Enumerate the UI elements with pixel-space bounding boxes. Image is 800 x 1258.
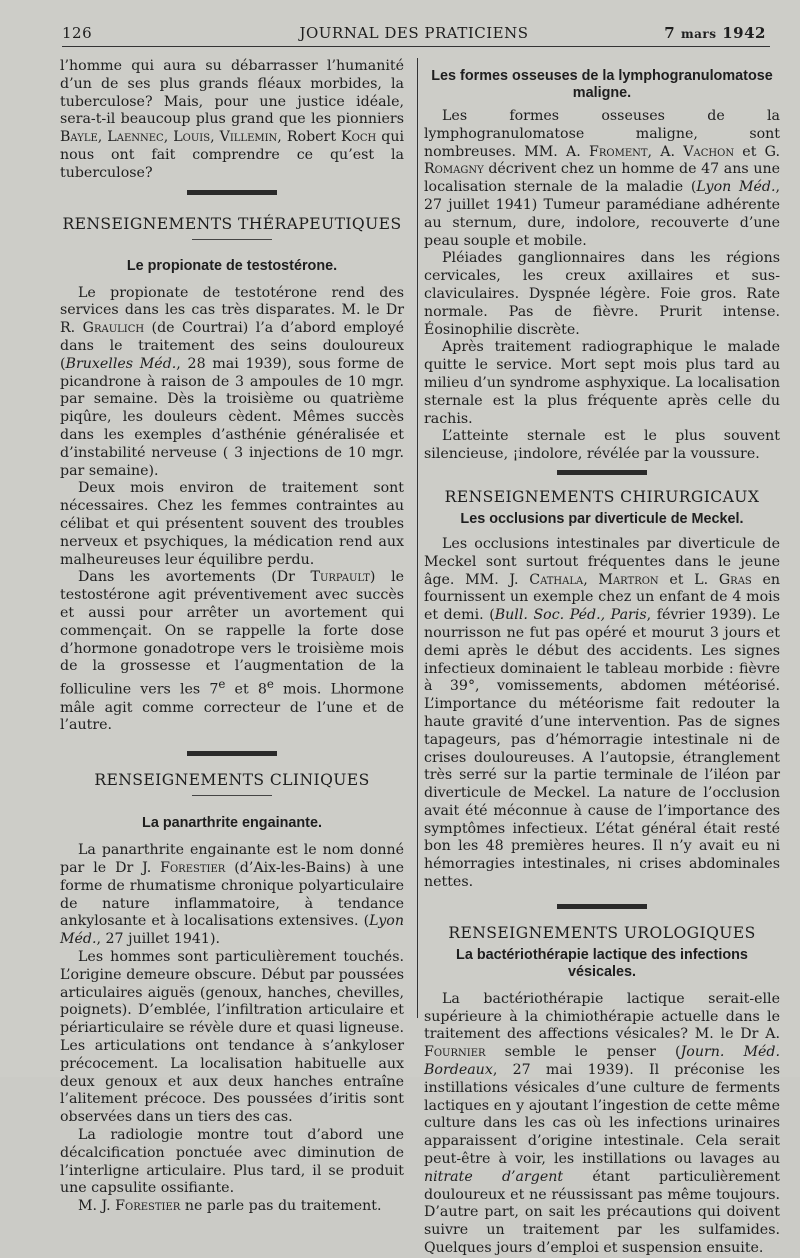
heading-rule xyxy=(192,239,272,240)
article-paragraph: Le propionate de testotérone rend des services dans les cas très disparates. M. le Dr R. Graulich (de Courtrai) l’a d’abord employé dans le traitement des seins douloureux (Bruxelles Méd., 28 mai 1939), sous forme de picandrone à raison de 3 ampoules de 10 mgr. par semaine. Dès la troisième ou quatrième piqûre, les douleurs cèdent. Mêmes succès dans les exemples d’asthénie généralisée et d’instabilité nerveuse ( 3 injections de 10 mgr. par semaine). xyxy=(60,284,405,479)
article-paragraph: M. J. Forestier ne parle pas du traitement. xyxy=(78,1198,382,1215)
article-paragraph: Deux mois environ de traitement sont nécessaires. Chez les femmes contraintes au célibat et qui présentent souvent des troubles nerveux et psychiques, la médication rend aux malheureuses leur équilibre perdu. xyxy=(60,480,404,568)
article-paragraph: La panarthrite engainante est le nom donné par le Dr J. Forestier (d’Aix-les-Bains) à une forme de rhumatisme chronique polyarticulaire de nature inflammatoire, à tendance ankylosante et à localisations extensives. (Lyon Méd., 27 juillet 1941). xyxy=(60,842,404,948)
left-column xyxy=(60,58,404,1216)
column-divider xyxy=(417,58,418,1018)
section-heading-therapeutiques: RENSEIGNEMENTS THÉRAPEUTIQUES xyxy=(62,214,402,233)
section-heading-urologiques: RENSEIGNEMENTS UROLOGIQUES xyxy=(448,923,756,942)
section-rule xyxy=(187,190,277,195)
intro-paragraph: l’homme qui aura su débarrasser l’humanité d’un de ses plus grands fléaux morbides, la tuberculose? Mais, pour une justice idéale, sera-t-il beaucoup plus grand que les pionniers Bayle, Laennec, Louis, Villemin, Robert Koch qui nous ont fait comprendre ce qu’est la tuberculose? xyxy=(60,58,404,181)
article-title-testosterone: Le propionate de testostérone. xyxy=(126,257,338,274)
article-title-lymphogranulomatose: Les formes osseuses de la lymphogranulomatose maligne. xyxy=(431,68,773,101)
article-paragraph: Après traitement radiographique le malade quitte le service. Mort sept mois plus tard au milieu d’un syndrome asphyxique. La localisation sternale est la plus fréquente après celle du rachis. xyxy=(424,339,780,427)
page-number: 126 xyxy=(62,24,93,42)
article-title-meckel: Les occlusions par diverticule de Meckel. xyxy=(460,510,744,527)
article-paragraph: Les occlusions intestinales par diverticule de Meckel sont surtout fréquentes dans le jeune âge. MM. J. Cathala, Martron et L. Gras en fournissent un exemple chez un enfant de 4 mois et demi. (Bull. Soc. Péd., Paris, février 1939). Le nourrisson ne fut pas opéré et mourut 3 jours et demi après le début des accidents. Les signes infectieux dominaient le tableau morbide : fièvre à 39°, vomissements, abdomen météorisé. L’importance du météorisme fait redouter la haute gravité d’une intervention. Pas de signes tapageurs, pas d’hémorragie intestinale ni de crises douloureuses. A l’autopsie, étranglement très serré sur la partie terminale de l’iléon par diverticule de Meckel. La nature de l’occlusion avait été méconnue à cause de l’importance des symptômes infectieux. L’état général était resté bon les 48 premières heures. Il n’y avait eu ni hémorragies intestinales, ni crises abdominales nettes. xyxy=(424,535,781,891)
article-paragraph: La bactériothérapie lactique serait-elle supérieure à la chimiothérapie actuelle dans le traitement des affections vésicales? M. le Dr A. Fournier semble le penser (Journ. Méd. Bordeaux, 27 mai 1939). Il préconise les instillations vésicales d’une culture de ferments lactiques en y ajoutant l’ingestion de cette même culture dans les cas où les infections urinaires apparaissent d’origine intestinale. Cela serait peut-être à voir, les instillations ou lavages au nitrate d’argent étant particulièrement douloureux et ne réussissant pas même toujours. D’autre part, on sait les précautions qui doivent suivre un traitement par les sulfamides. Quelques jours d’emploi et suspension ensuite. xyxy=(424,990,781,1257)
article-paragraph: La radiologie montre tout d’abord une décalcification ponctuée avec diminution de l’interligne articulaire. Plus tard, il se produit une capsulite ossifiante. xyxy=(60,1126,404,1197)
page-header xyxy=(62,18,766,48)
section-rule xyxy=(557,470,647,475)
journal-title: JOURNAL DES PRATICIENS xyxy=(299,24,529,42)
article-title-panarthrite: La panarthrite engainante. xyxy=(142,815,322,832)
heading-rule xyxy=(192,795,272,796)
article-paragraph: Les hommes sont particulièrement touchés. L’origine demeure obscure. Début par poussées articulaires aiguës (genoux, hanches, chevilles, poignets). D’emblée, l’infiltration articulaire et périarticulaire se révèle dure et quasi ligneuse. Les articulations ont tendance à s’ankyloser précocement. La localisation habituelle aux deux genoux et aux deux hanches entraîne l’alitement précoce. Des poussées d’iritis sont observées dans un tiers des cas. xyxy=(60,949,404,1126)
section-rule xyxy=(187,751,277,756)
article-paragraph: Les formes osseuses de la lymphogranulomatose maligne, sont nombreuses. MM. A. Froment, A. Vachon et G. Romagny décrivent chez un homme de 47 ans une localisation sternale de la maladie (Lyon Méd., 27 juillet 1941) Tumeur paramédiane adhérente au sternum, dure, indolore, recouverte d’une peau souple et mobile. xyxy=(424,108,780,249)
section-rule xyxy=(557,904,647,909)
issue-date: 7 mars 1942 xyxy=(664,24,766,42)
article-title-bacteriotherapie: La bactériothérapie lactique des infections vésicales. xyxy=(456,946,748,980)
article-paragraph: Pléiades ganglionnaires dans les régions cervicales, les creux axillaires et sus-claviculaires. Dyspnée légère. Foie gros. Rate normale. Pas de fièvre. Prurit intense. Éosinophilie discrète. xyxy=(424,250,780,338)
section-heading-cliniques: RENSEIGNEMENTS CLINIQUES xyxy=(94,771,370,790)
article-paragraph: Dans les avortements (Dr Turpault) le testostérone agit préventivement avec succès et aussi pour arrêter un avortement qui commençait. On se rappelle la forte dose d’hormone gonadotrope vers le troisième mois de la grossesse et l’augmentation de la folliculine vers les 7e et 8e mois. Lhormone mâle agit comme correcteur de l’une et de l’autre. xyxy=(60,569,404,734)
right-column xyxy=(424,58,780,1258)
header-rule xyxy=(62,46,770,47)
section-heading-chirurgicaux: RENSEIGNEMENTS CHIRURGICAUX xyxy=(444,487,760,506)
article-paragraph: L’atteinte sternale est le plus souvent silencieuse, ¡indolore, révélée par la voussure. xyxy=(424,428,780,463)
